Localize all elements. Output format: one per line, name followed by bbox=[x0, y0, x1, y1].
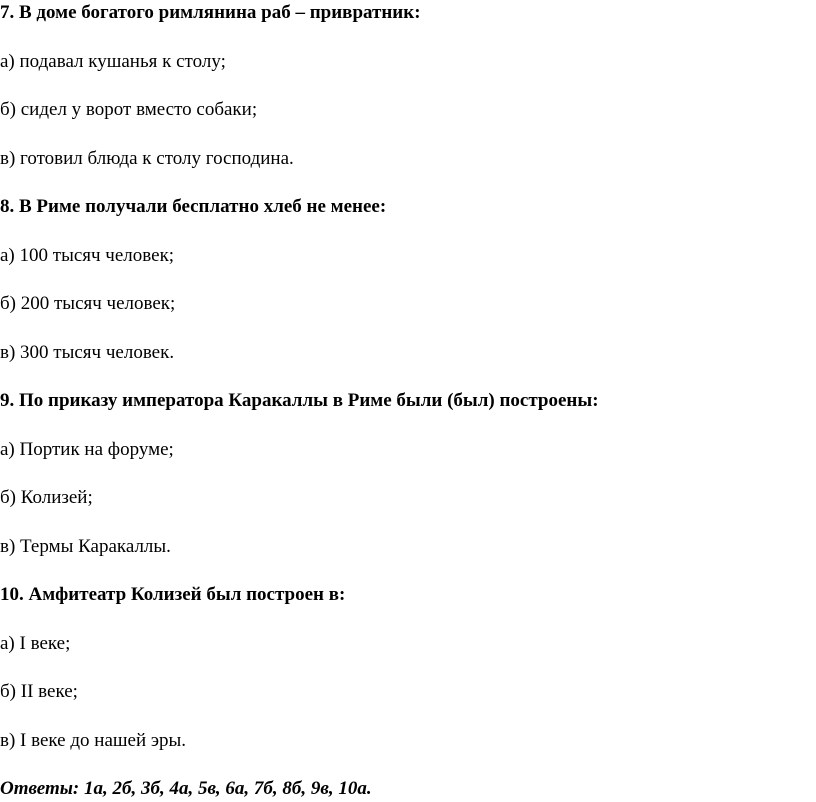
question-9-option-a: а) Портик на форуме; bbox=[0, 439, 174, 460]
question-7-option-a: а) подавал кушанья к столу; bbox=[0, 51, 226, 72]
question-7-option-c: в) готовил блюда к столу господина. bbox=[0, 148, 294, 169]
question-9-option-c: в) Термы Каракаллы. bbox=[0, 536, 171, 557]
question-9: 9. По приказу императора Каракаллы в Риме были (был) построены: bbox=[0, 390, 599, 411]
question-8-option-a: а) 100 тысяч человек; bbox=[0, 245, 175, 266]
question-8-option-c: в) 300 тысяч человек. bbox=[0, 342, 175, 363]
question-8-option-b: б) 200 тысяч человек; bbox=[0, 293, 176, 314]
question-8: 8. В Риме получали бесплатно хлеб не менее: bbox=[0, 196, 387, 217]
question-7: 7. В доме богатого римлянина раб – привратник: bbox=[0, 2, 421, 23]
answers-line: Ответы: 1а, 2б, 3б, 4а, 5в, 6а, 7б, 8б, 9в, 10а. bbox=[0, 778, 372, 799]
question-10-option-c: в) I веке до нашей эры. bbox=[0, 730, 187, 751]
question-10-option-a: а) I веке; bbox=[0, 633, 71, 654]
question-7-option-b: б) сидел у ворот вместо собаки; bbox=[0, 99, 258, 120]
question-9-option-b: б) Колизей; bbox=[0, 487, 93, 508]
question-10-option-b: б) II веке; bbox=[0, 681, 78, 702]
question-10: 10. Амфитеатр Колизей был построен в: bbox=[0, 584, 346, 605]
